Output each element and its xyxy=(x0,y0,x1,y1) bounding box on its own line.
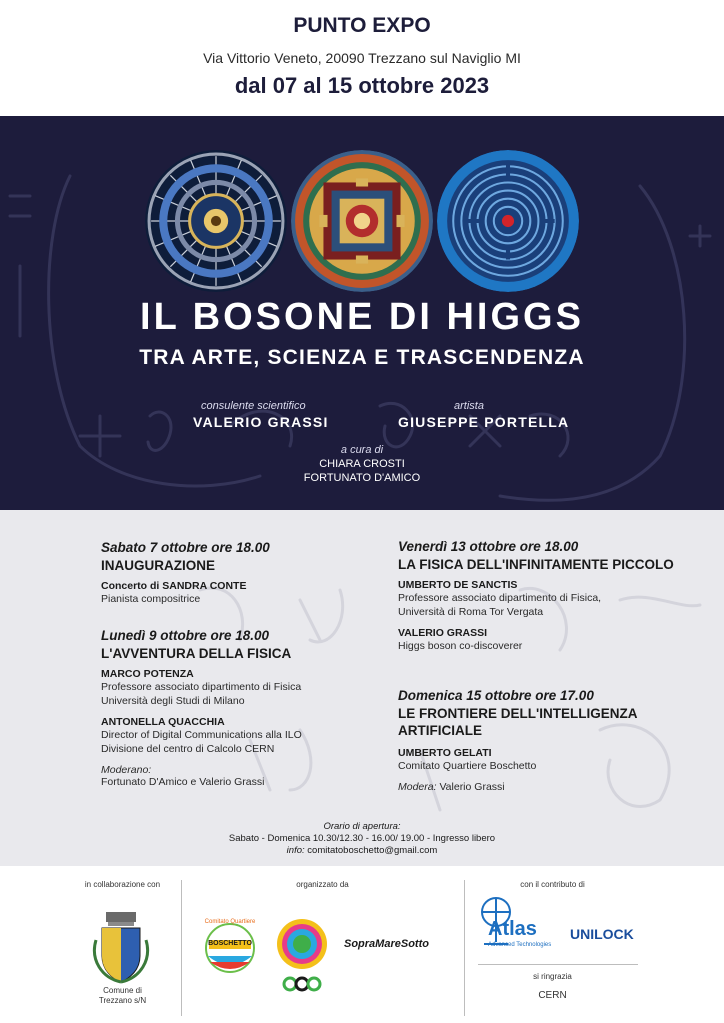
sopramaresotto-logo: SopraMareSotto xyxy=(344,938,429,950)
program-section xyxy=(0,510,724,866)
speaker-name: UMBERTO GELATI xyxy=(398,747,492,759)
contrib-label: con il contributo di xyxy=(520,880,585,889)
speaker-role: Director of Digital Communications alla ILO xyxy=(101,729,302,741)
divider xyxy=(464,880,465,1016)
exhibition-subtitle: TRA ARTE, SCIENZA E TRASCENDENZA xyxy=(139,346,585,369)
collab-label: in collaborazione con xyxy=(84,880,161,889)
speaker-role: Università degli Studi di Milano xyxy=(101,695,245,707)
exhibition-title: IL BOSONE DI HIGGS xyxy=(140,296,584,338)
divider xyxy=(478,964,638,965)
speaker-role: Professore associato dipartimento di Fisica, xyxy=(398,592,602,604)
event-title: LA FISICA DELL'INFINITAMENTE PICCOLO xyxy=(398,557,674,572)
mandala-artwork xyxy=(291,150,433,292)
speaker-role: Professore associato dipartimento di Fisica xyxy=(101,681,302,693)
event-date: Venerdì 13 ottobre ore 18.00 xyxy=(398,539,579,554)
unilock-logo: UNILOCK xyxy=(570,926,634,942)
opening-label: Orario di apertura: xyxy=(323,821,401,832)
curated-label: a cura di xyxy=(340,444,384,456)
globe-logo-icon xyxy=(275,916,329,994)
speaker-role: Comitato Quartiere Boschetto xyxy=(398,760,537,772)
exhibition-dates: dal 07 al 15 ottobre 2023 xyxy=(234,73,490,98)
artist-label: artista xyxy=(454,400,484,412)
hero-band xyxy=(0,116,724,510)
event-title: L'AVVENTURA DELLA FISICA xyxy=(101,646,292,661)
boschetto-committee: Comitato Quartiere xyxy=(204,919,256,925)
speaker-role: Higgs boson co-discoverer xyxy=(398,640,523,652)
consultant-label: consulente scientifico xyxy=(201,400,306,412)
event-title: ARTIFICIALE xyxy=(398,723,482,738)
header xyxy=(0,0,724,116)
atlas-logo: Atlas xyxy=(488,918,537,940)
cms-detector-artwork xyxy=(145,150,287,292)
speaker-name: VALERIO GRASSI xyxy=(398,627,488,639)
consultant-name: VALERIO GRASSI xyxy=(193,414,329,430)
trezzano-crest-icon xyxy=(92,910,150,984)
curator-name: CHIARA CROSTI xyxy=(319,458,405,470)
curator-name: FORTUNATO D'AMICO xyxy=(303,472,421,484)
event-date: Lunedì 9 ottobre ore 18.00 xyxy=(101,628,270,643)
venue-address: Via Vittorio Veneto, 20090 Trezzano sul Naviglio MI xyxy=(203,50,521,66)
atlas-tagline: Advanced Technologies xyxy=(488,942,552,948)
speaker-role: Pianista compositrice xyxy=(101,593,201,605)
event-block xyxy=(398,539,698,653)
speaker-name: UMBERTO DE SANCTIS xyxy=(398,579,518,591)
speaker-role: Università di Roma Tor Vergata xyxy=(398,606,544,618)
event-block xyxy=(101,628,391,788)
moderator-label: Moderano: xyxy=(101,764,152,776)
event-title: LE FRONTIERE DELL'INTELLIGENZA xyxy=(398,706,638,721)
moderator-line: Modera: Valerio Grassi xyxy=(398,781,505,793)
artist-name: GIUSEPPE PORTELLA xyxy=(398,414,570,430)
info-email[interactable]: comitatoboschetto@gmail.com xyxy=(307,845,438,856)
partners-footer xyxy=(0,866,724,1023)
thanks-label: si ringrazia xyxy=(533,972,572,981)
opening-hours: Sabato - Domenica 10.30/12.30 - 16.00/ 19.00 - Ingresso libero xyxy=(228,833,496,844)
moderator-names: Fortunato D'Amico e Valerio Grassi xyxy=(101,776,265,788)
thanks-name: CERN xyxy=(538,990,567,1001)
comune-name: Trezzano s/N xyxy=(98,996,147,1005)
speaker-name: Concerto di SANDRA CONTE xyxy=(101,580,247,592)
event-date: Domenica 15 ottobre ore 17.00 xyxy=(398,688,594,703)
labyrinth-artwork xyxy=(437,150,579,292)
comune-name: Comune di xyxy=(103,986,142,995)
speaker-role: Divisione del centro di Calcolo CERN xyxy=(101,743,275,755)
speaker-name: MARCO POTENZA xyxy=(101,668,194,680)
event-date: Sabato 7 ottobre ore 18.00 xyxy=(101,540,270,555)
event-block xyxy=(398,688,698,793)
event-block xyxy=(101,540,391,606)
info-line: info: comitatoboschetto@gmail.com xyxy=(286,845,438,856)
event-title: INAUGURAZIONE xyxy=(101,558,215,573)
boschetto-name: BOSCHETTO xyxy=(208,940,252,947)
venue-name: PUNTO EXPO xyxy=(293,14,431,37)
organized-label: organizzato da xyxy=(296,880,349,889)
speaker-name: ANTONELLA QUACCHIA xyxy=(101,716,225,728)
